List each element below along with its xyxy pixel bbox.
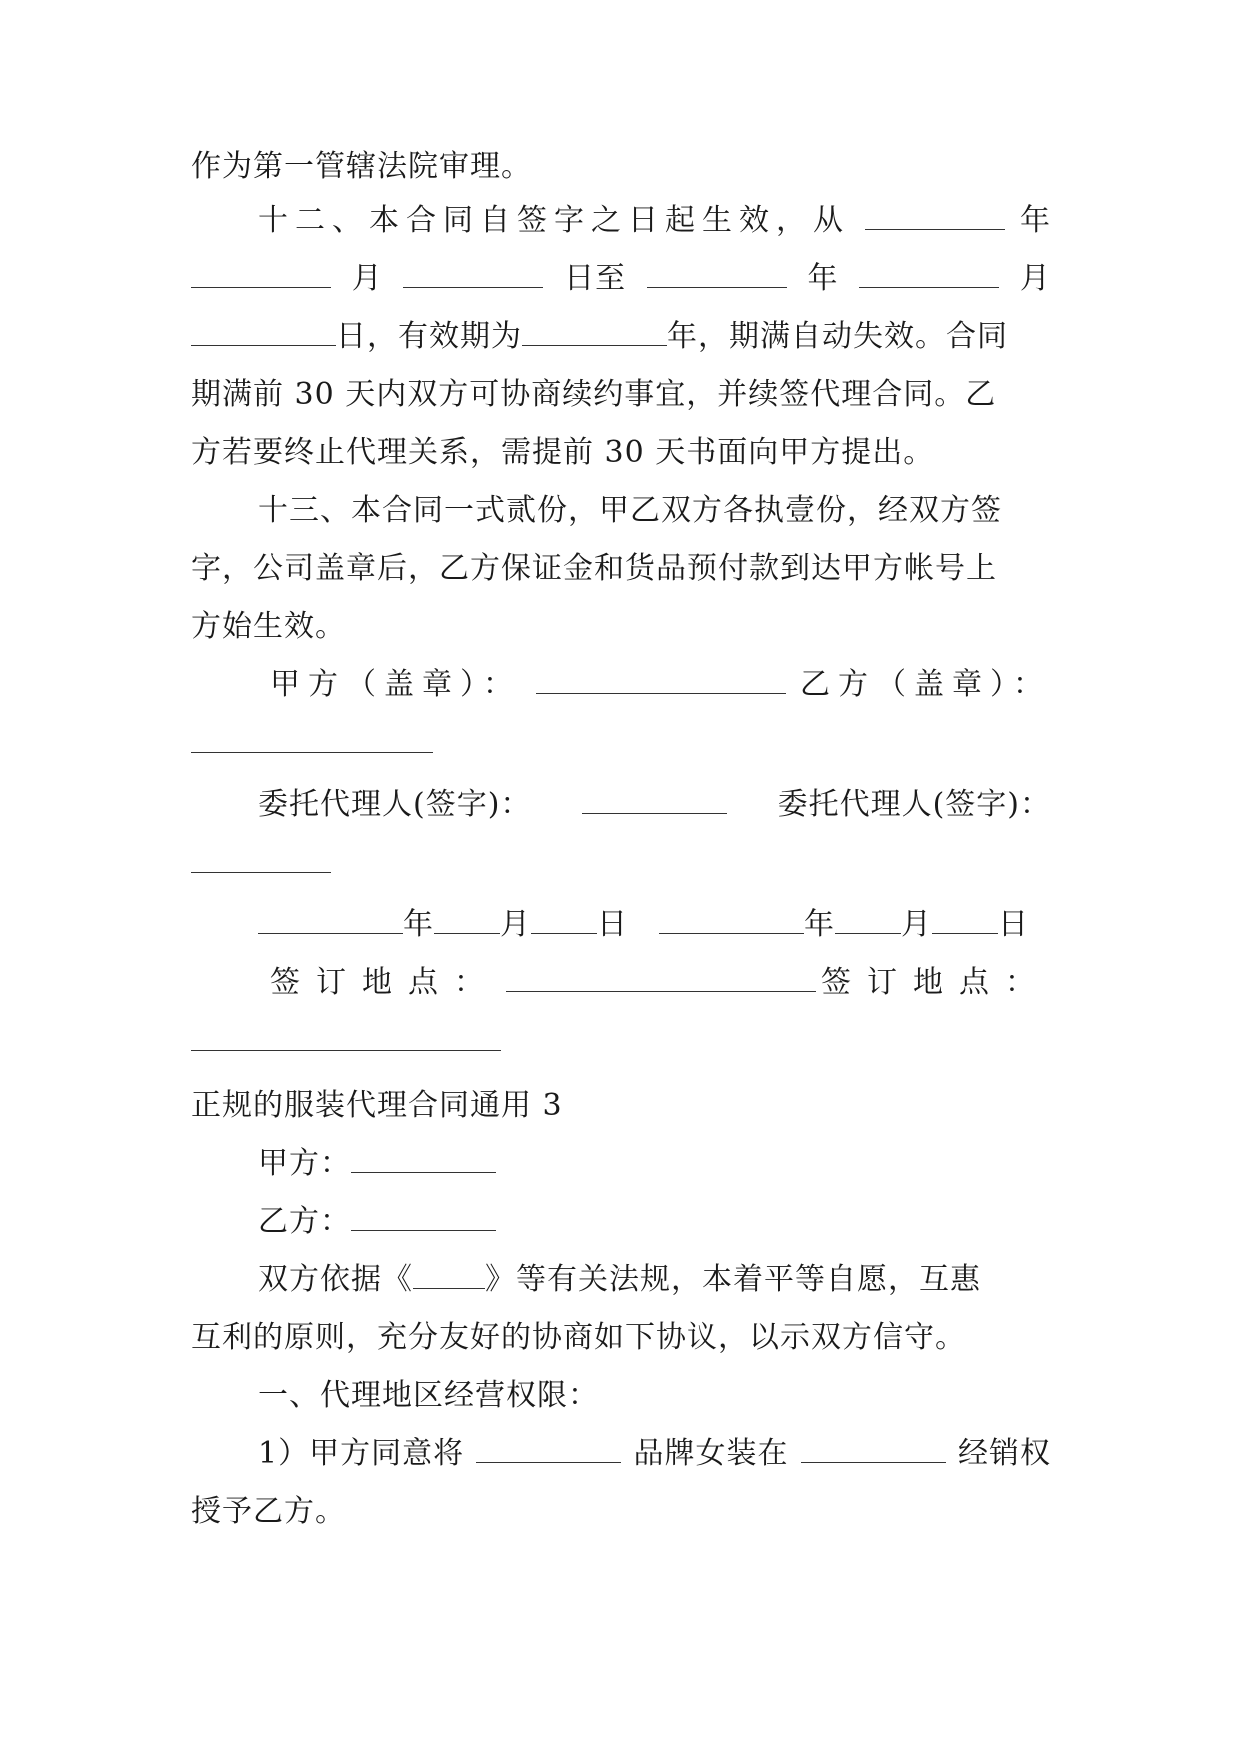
blank-field: [835, 905, 901, 934]
text-line: 方始生效。: [191, 609, 346, 644]
blank-field: [506, 963, 816, 992]
text-line: [258, 201, 1051, 241]
section-title: 正规的服装代理合同通用 3: [191, 1088, 563, 1123]
text-fragment: 年: [403, 907, 434, 942]
text-line: [258, 1144, 1051, 1184]
party-b-seal-label: 乙方（盖章）：: [800, 667, 1051, 702]
blank-field: [582, 785, 727, 814]
blank-field: [476, 1434, 621, 1463]
signature-line: [270, 665, 1051, 705]
text-line: [258, 1202, 1051, 1242]
text-line: 字，公司盖章后，乙方保证金和货品预付款到达甲方帐号上: [191, 551, 997, 586]
text-fragment: 1）甲方同意将: [258, 1436, 465, 1471]
blank-field: [413, 1260, 485, 1289]
text-line: [258, 1260, 1051, 1300]
text-fragment: 月: [1019, 261, 1051, 296]
agent-a-label: 委托代理人(签字)：: [258, 787, 532, 822]
blank-field: [531, 905, 597, 934]
blank-field: [859, 259, 999, 288]
text-line: 一、代理地区经营权限：: [258, 1378, 599, 1413]
place-line: [270, 963, 1051, 1003]
party-a-seal-label: 甲方（盖章）：: [270, 667, 521, 702]
text-line: 互利的原则，充分友好的协商如下协议，以示双方信守。: [191, 1320, 966, 1355]
text-line: 方若要终止代理关系，需提前 30 天书面向甲方提出。: [191, 435, 935, 470]
blank-field: [865, 201, 1005, 230]
party-a-label: 甲方：: [258, 1146, 351, 1181]
blank-field: [191, 1050, 501, 1051]
blank-field: [191, 317, 336, 346]
date-line: [258, 905, 1029, 945]
text-line: 期满前 30 天内双方可协商续约事宜，并续签代理合同。乙: [191, 377, 997, 412]
blank-field: [191, 872, 331, 873]
blank-field: [522, 317, 667, 346]
blank-field: [647, 259, 787, 288]
blank-field: [351, 1144, 496, 1173]
text-fragment: 日至: [564, 261, 627, 296]
blank-field: [801, 1434, 946, 1463]
text-fragment: 日，有效期为: [336, 319, 522, 354]
text-fragment: 年: [804, 907, 835, 942]
text-fragment: 月: [901, 907, 932, 942]
sign-place-a-label: 签订地点：: [270, 965, 500, 1000]
text-fragment: 年: [1020, 203, 1051, 238]
text-fragment: 经销权: [957, 1436, 1051, 1471]
blank-field: [351, 1202, 496, 1231]
blank-field: [191, 752, 433, 753]
signature-line: [258, 785, 1051, 825]
text-line: [258, 1434, 1051, 1474]
date-group: [258, 905, 628, 945]
party-b-label: 乙方：: [258, 1204, 351, 1239]
text-line: [191, 317, 1051, 357]
text-fragment: 》等有关法规，本着平等自愿，互惠: [485, 1262, 981, 1297]
text-fragment: 年: [807, 261, 839, 296]
text-fragment: 月: [500, 907, 531, 942]
date-group: [659, 905, 1029, 945]
blank-field: [258, 905, 403, 934]
blank-field: [536, 665, 786, 694]
text-line: 十三、本合同一式贰份，甲乙双方各执壹份，经双方签: [258, 493, 1002, 528]
text-fragment: 品牌女装在: [633, 1436, 789, 1471]
text-fragment: 年，期满自动失效。合同: [667, 319, 1008, 354]
text-fragment: 月: [351, 261, 383, 296]
text-fragment: 十二、本合同自签字之日起生效，从: [258, 203, 850, 238]
sign-place-b-label: 签订地点：: [821, 965, 1051, 1000]
blank-field: [403, 259, 543, 288]
text-line: 作为第一管辖法院审理。: [191, 149, 532, 184]
blank-field: [434, 905, 500, 934]
text-fragment: 日: [998, 907, 1029, 942]
text-line: [191, 259, 1051, 299]
text-line: 授予乙方。: [191, 1494, 346, 1529]
text-fragment: 双方依据《: [258, 1262, 413, 1297]
agent-b-label: 委托代理人(签字)：: [777, 787, 1051, 822]
blank-field: [191, 259, 331, 288]
blank-field: [659, 905, 804, 934]
blank-field: [932, 905, 998, 934]
text-fragment: 日: [597, 907, 628, 942]
